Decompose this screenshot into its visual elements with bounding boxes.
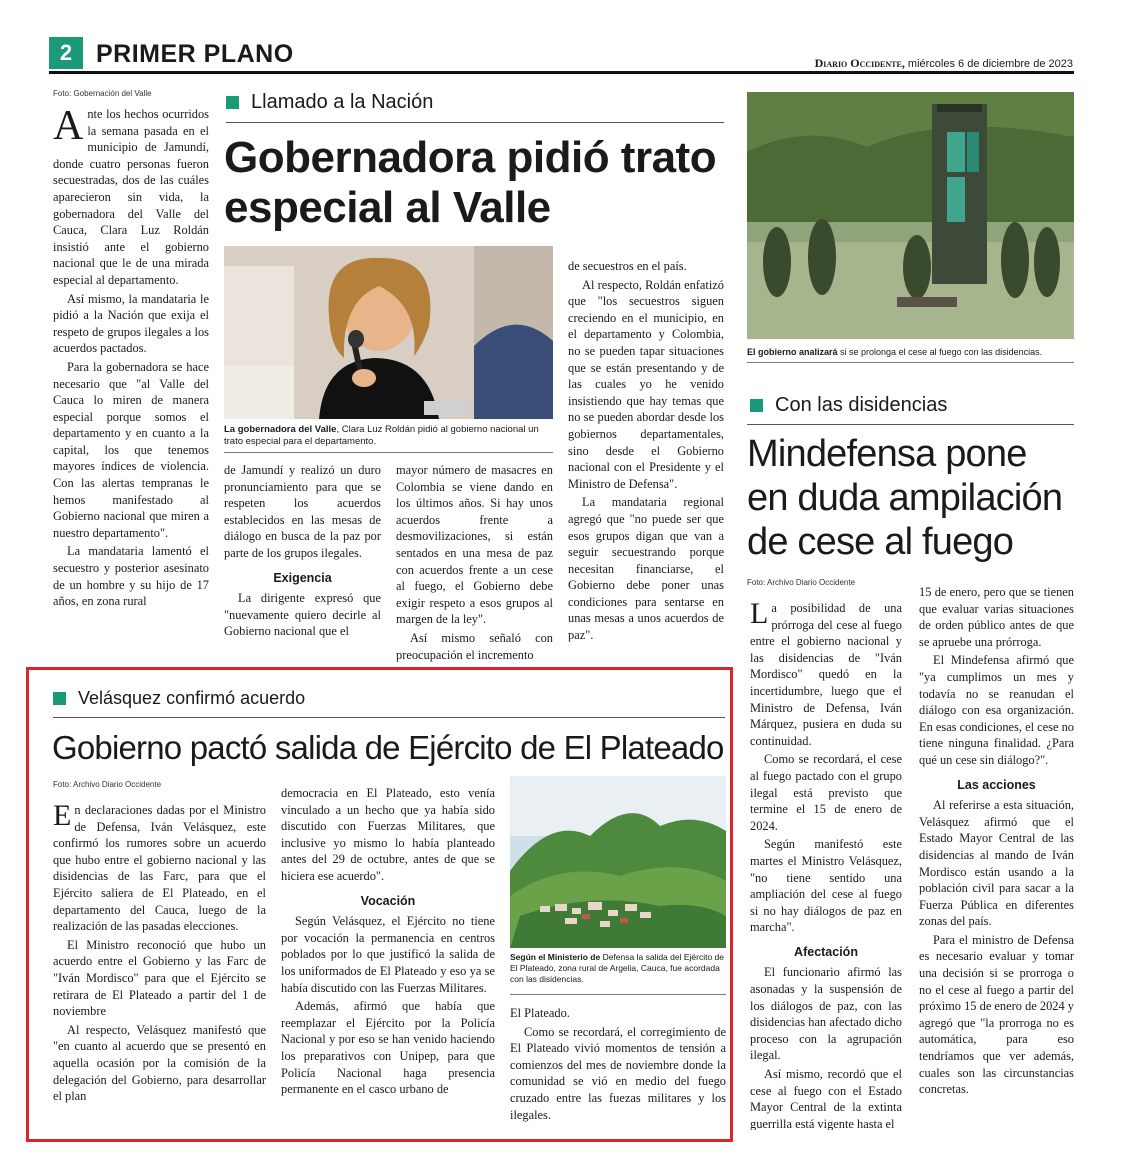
paragraph: Así mismo, recordó que el cese al fuego con el Estado Mayor Central de la extinta guerrilla está vigente hasta el (750, 1067, 902, 1130)
page-number: 2 (59, 40, 73, 65)
article2-kicker (750, 394, 947, 417)
paragraph: Además, afirmó que había que reemplazar el Ejército por la Policía Nacional y por eso se han venido haciendo los preparativos con Unipep, para que Policía Nacional haga presencia permanente en el casco urbano de (281, 999, 495, 1097)
caption-bold: El gobierno analizará (747, 347, 838, 357)
article3-headline: Gobierno pactó salida de Ejército de El Plateado (52, 729, 724, 766)
subhead-vocacion: Vocación (360, 893, 416, 908)
photo-credit-gobernacion: Foto: Gobernación del Valle (53, 89, 152, 98)
kicker-rule (226, 122, 724, 123)
page-number-box (49, 37, 83, 69)
paragraph: 15 de enero, pero que se tienen que evaluar varias situaciones de orden público antes de que se apruebe una prórroga. (919, 585, 1074, 649)
paragraph: Al referirse a esta situación, Velásquez afirmó que el Estado Mayor Central de las disidencias al mando de Iván Mordisco están usando a la población civil para sacar a la Fuerza Pública en diferentes zonas del país. (919, 798, 1074, 929)
article3-column-3 (510, 1005, 726, 1132)
paragraph: La mandataria lamentó el secuestro y posterior asesinato de un hombre y su hijo de 17 años, en zona rural (53, 544, 209, 609)
paragraph: de Jamundí y realizó un duro pronunciamiento para que se respeten los acuerdos establecidos en las mesas de diálogo en busca de la paz por parte de los grupos ilegales. (224, 463, 381, 560)
paragraph: La mandataria regional agregó que "no puede ser que esos grupos digan que van a seguir secuestrando porque necesitan financiarse, el Gobierno debe poner unas condiciones para sentarse en unas mesas a unos acuerdos de paz". (568, 495, 724, 643)
paragraph: democracia en El Plateado, esto venía vinculado a un hecho que ya había sido discutido con Fuerzas Militares, que inclusive yo mismo lo había planteado antes del 29 de octubre, antes de que se hiciera ese acuerdo". (281, 786, 495, 883)
dropcap-a: A (53, 106, 84, 149)
caption-rule (224, 452, 553, 453)
paragraph: Según Velásquez, el Ejército no tiene por vocación la permanencia en centros poblados por lo que justificó la salida de los uniformados de El Plateado y eso ya se había discutido con las Fuerzas Militares. (281, 914, 495, 995)
paragraph: Como se recordará, el corregimiento de El Plateado vivió momentos de tensión a comienzos del mes de noviembre donde la comunidad se vió en medio del fuego cruzado entre las fuezas militares y los ilegales. (510, 1024, 726, 1122)
soldiers-photo-caption (747, 346, 1074, 358)
kicker-text: Llamado a la Nación (251, 91, 434, 113)
article2-column-2 (919, 584, 1074, 1130)
kicker-rule (747, 424, 1074, 425)
article2-photo-credit: Foto: Archivo Diario Occidente (747, 578, 856, 587)
kicker-square-icon (53, 692, 66, 705)
caption-rule (510, 994, 726, 995)
paragraph: Como se recordará, el cese al fuego pactado con el grupo ilegal está previsto que termine el 15 de enero de 2024. (750, 752, 902, 833)
paragraph: mayor número de masacres en Colombia se viene dando en los últimos años. Si hay unos acuerdos frente a desmovilizaciones, si están sentados en una mesa de paz con acuerdos frente a un cese al fuego, el Gobierno debe exigir respeto a esos grupos al margen de la ley". (396, 463, 553, 627)
paragraph: n declaraciones dadas por el Ministro de Defensa, Iván Velásquez, este confirmó los rumores sobre un acuerdo que hubo entre el gobierno nacional y las disidencias de las Farc, para que el Ejército saliera de El Plateado, en el departamento del Cauca, luego de la realización de las pasadas elecciones. (53, 803, 266, 934)
section-title: PRIMER PLANO (96, 40, 294, 68)
kicker-text: Con las disidencias (775, 394, 948, 416)
paragraph: El Plateado. (510, 1006, 570, 1020)
paragraph: a posibilidad de una prórroga del cese al fuego entre el gobierno nacional y las disidencias de "Iván Mordisco" quedó en la incertidumbre, luego que el Ministro de Defensa, Iván Márquez, pusiera en duda su continuidad. (750, 601, 902, 748)
dropcap-e: E (53, 802, 72, 832)
paragraph: Así mismo señaló con preocupación el incremento (396, 630, 553, 662)
article3-kicker (53, 688, 305, 709)
paragraph: La dirigente expresó que "nuevamente quiero decirle al Gobierno nacional que el (224, 591, 381, 639)
subhead-afectacion: Afectación (794, 944, 858, 959)
header-date: miércoles 6 de diciembre de 2023 (907, 58, 1073, 70)
caption-text: Defensa la salida del Ejército de El Plateado, zona rural de Argelia, Cauca, fue acordada con las disidencias. (510, 952, 725, 984)
governor-photo (224, 246, 553, 419)
article3-photo-credit: Foto: Archivo Diario Occidente (53, 780, 162, 789)
paragraph: El Ministro reconoció que hubo un acuerdo entre el Gobierno y las Farc de "Iván Mordisco" para que el Ejército se retirara de El Plateado a partir del 1 de noviembre (53, 937, 266, 1019)
caption-bold: La gobernadora del Valle (224, 424, 337, 435)
header-dateline (815, 56, 1073, 71)
kicker-square-icon (226, 96, 239, 109)
governor-photo-caption (224, 424, 553, 448)
kicker-text: Velásquez confirmó acuerdo (78, 688, 306, 708)
caption-text: , Clara Luz Roldán pidió al gobierno nacional un trato especial para el departamento. (224, 424, 539, 447)
paragraph: El funcionario afirmó las asonadas y la suspensión de los diálogos de paz, con las disidencias han afectado dicho proceso con la agrupación ilegal. (750, 965, 902, 1063)
kicker-rule (53, 717, 725, 718)
article1-headline: Gobernadora pidió trato especial al Valle (224, 133, 717, 232)
paragraph: Así mismo, la mandataria le pidió a la Nación que exija el respeto de grupos ilegales a los acuerdos pactados. (53, 291, 209, 356)
article1-column-3 (396, 462, 553, 666)
article1-column-4 (568, 258, 724, 666)
article3-column-2 (281, 785, 495, 1132)
paragraph: Según manifestó este martes el Ministro Velásquez, "no tiene sentido una ampliación del cese al fuego si no hay diálogos de paz en marcha". (750, 837, 902, 935)
article3-column-1 (53, 802, 266, 1132)
caption-text: si se prolonga el cese al fuego con las disidencias. (837, 347, 1043, 357)
paragraph: Al respecto, Roldán enfatizó que "los secuestros siguen creciendo en el municipio, en el departamento y Colombia, no se pueden tapar situaciones que se están presentando y de las cuales yo he venido insistiendo que hay temas que no se pueden abordar desde los gobiernos departamentales, sino desde el Gobierno nacional con el Presidente y el Ministro de Defensa". (568, 277, 724, 491)
paragraph: nte los hechos ocurridos la semana pasada en el municipio de Jamundí, donde cuatro personas fueron secuestradas, dos de las cuáles aparecieron sin vida, la gobernadora del Valle del Cauca, Clara Luz Roldán insistió ante el gobierno nacional que le de una mirada especial al departamento. (53, 107, 209, 287)
caption-bold: Según el Ministerio de (510, 952, 601, 962)
kicker-square-icon (750, 399, 763, 412)
paragraph: El Mindefensa afirmó que "ya cumplimos un mes y todavía no se reanudan el diálogo con esa organización. En esas condiciones, el cese no tiene ninguna finalidad. ¿Para qué un cese sin diálogo?". (919, 653, 1074, 767)
header-rule (49, 71, 1074, 74)
paragraph: Para el ministro de Defensa es necesario evaluar y tomar una decisión si se prorroga o no el cese al fuego a partir del próximo 15 de enero de 2024 y agregó que "la prorroga no es automática, para eso tendríamos que ver además, cuales son las circunstancias concretas. (919, 932, 1074, 1097)
paragraph: Al respecto, Velásquez manifestó que "en cuanto al acuerdo que se presentó en aquella ocasión por la comisión de la delegación del Gobierno, para desarrollar el plan (53, 1022, 266, 1104)
article2-headline: Mindefensa pone en duda ampilación de cese al fuego (747, 433, 1063, 563)
article2-column-1 (750, 600, 902, 1130)
paragraph: de secuestros en el país. (568, 259, 687, 273)
paragraph: Para la gobernadora se hace necesario que "al Valle del Cauca lo miren de manera especial porque somos el departamento y en cuanto a la capital, los que tenemos mayores índices de violencia. Con las alertas tempranas le hemos manifestado al Gobierno nacional que miren a nuestro departamento". (53, 359, 209, 540)
el-plateado-photo (510, 776, 726, 948)
soldiers-photo (747, 92, 1074, 339)
el-plateado-caption (510, 952, 726, 985)
subhead-exigencia: Exigencia (273, 570, 332, 585)
paper-name: Diario Occidente, (814, 56, 905, 70)
caption-rule (747, 362, 1074, 363)
article1-column-1 (53, 106, 209, 666)
article1-column-2 (224, 462, 381, 666)
subhead-las-acciones: Las acciones (957, 777, 1036, 792)
dropcap-l: L (750, 600, 769, 630)
article1-kicker (226, 91, 433, 114)
